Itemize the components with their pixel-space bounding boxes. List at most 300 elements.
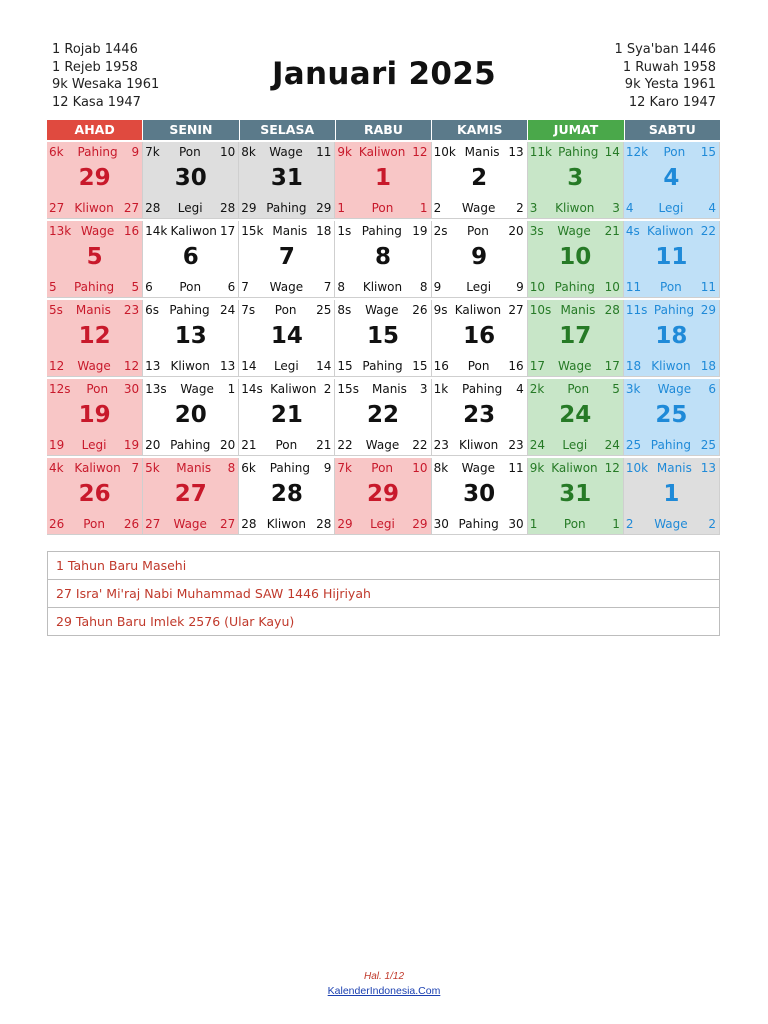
javanese-date-row-middle: Pon bbox=[563, 517, 586, 531]
javanese-date-row-middle: Pahing bbox=[362, 359, 403, 373]
lunar-date-row-right: 21 bbox=[604, 224, 620, 238]
calendar-day-cell[interactable] bbox=[239, 458, 335, 535]
weekday-header-jumat: JUMAT bbox=[528, 120, 624, 140]
javanese-date-row-right: 29 bbox=[316, 201, 332, 215]
javanese-date-row-left: 18 bbox=[625, 359, 642, 373]
lunar-date-row-right: 18 bbox=[316, 224, 332, 238]
javanese-date-row-right: 1 bbox=[612, 517, 620, 531]
javanese-date-row-left: 3 bbox=[529, 201, 538, 215]
javanese-date-row-right: 28 bbox=[316, 517, 332, 531]
javanese-date-row-left: 19 bbox=[49, 438, 65, 452]
lunar-date-row-right: 6 bbox=[708, 382, 716, 396]
lunar-date-row-middle: Pon bbox=[567, 382, 590, 396]
lunar-date-row-right: 5 bbox=[612, 382, 620, 396]
javanese-date-row-right: 27 bbox=[220, 517, 236, 531]
javanese-date-row-left: 29 bbox=[337, 517, 353, 531]
lunar-date-row-left: 10s bbox=[529, 303, 552, 317]
lunar-date-row-left: 1k bbox=[433, 382, 449, 396]
javanese-date-row-right: 24 bbox=[604, 438, 620, 452]
javanese-date-row bbox=[530, 359, 620, 373]
lunar-date-row-middle: Wage bbox=[657, 382, 692, 396]
lunar-date-row-middle: Manis bbox=[560, 303, 596, 317]
calendar-day-cell[interactable] bbox=[47, 221, 143, 298]
javanese-date-row-middle: Legi bbox=[466, 280, 492, 294]
lunar-date-row-middle: Pon bbox=[467, 224, 489, 238]
lunar-date-row bbox=[530, 461, 620, 475]
header-right-line: 1 Ruwah 1958 bbox=[622, 59, 716, 75]
lunar-date-row bbox=[337, 145, 427, 159]
lunar-date-row bbox=[241, 382, 331, 396]
lunar-date-row-left: 10k bbox=[433, 145, 456, 159]
javanese-date-row-middle: Legi bbox=[370, 517, 395, 531]
javanese-date-row bbox=[530, 517, 620, 531]
javanese-date-row bbox=[145, 438, 235, 452]
lunar-date-row-middle: Pon bbox=[371, 461, 394, 475]
javanese-date-row-middle: Legi bbox=[273, 359, 299, 373]
javanese-date-row-right: 12 bbox=[123, 359, 140, 373]
javanese-date-row-right: 18 bbox=[700, 359, 716, 373]
javanese-date-row-right: 25 bbox=[700, 438, 716, 452]
javanese-date-row-left: 10 bbox=[529, 280, 545, 294]
calendar-day-cell[interactable] bbox=[528, 142, 624, 219]
javanese-date-row-middle: Pahing bbox=[554, 280, 595, 294]
calendar-week-row bbox=[47, 377, 720, 456]
javanese-date-row-left: 14 bbox=[241, 359, 257, 373]
lunar-date-row-right: 11 bbox=[316, 145, 332, 159]
lunar-date-row-right: 10 bbox=[412, 461, 428, 475]
javanese-date-row bbox=[337, 517, 427, 531]
lunar-date-row-middle: Wage bbox=[80, 224, 115, 238]
holiday-item: 1 Tahun Baru Masehi bbox=[48, 552, 719, 580]
lunar-date-row-middle: Pahing bbox=[269, 461, 310, 475]
lunar-date-row-right: 24 bbox=[220, 303, 236, 317]
lunar-date-row-right: 4 bbox=[516, 382, 524, 396]
calendar-day-cell[interactable] bbox=[335, 221, 431, 298]
header-right-line: 12 Karo 1947 bbox=[628, 94, 716, 110]
holiday-list bbox=[47, 551, 720, 636]
calendar-day-cell[interactable] bbox=[239, 300, 335, 377]
javanese-date-row-right: 9 bbox=[516, 280, 524, 294]
lunar-date-row-right: 25 bbox=[316, 303, 332, 317]
weekday-header-ahad: AHAD bbox=[47, 120, 143, 140]
calendar-day-cell[interactable] bbox=[528, 458, 624, 535]
calendar-day-cell[interactable] bbox=[624, 458, 720, 535]
calendar-weeks bbox=[47, 140, 720, 535]
lunar-date-row-right: 10 bbox=[220, 145, 236, 159]
header-left-line: 9k Wesaka 1961 bbox=[52, 77, 160, 92]
javanese-date-row bbox=[241, 280, 331, 294]
lunar-date-row-right: 27 bbox=[508, 303, 524, 317]
javanese-date-row-middle: Wage bbox=[365, 438, 400, 452]
day-number: 29 bbox=[366, 481, 399, 507]
calendar-day-cell[interactable] bbox=[432, 300, 528, 377]
day-number: 14 bbox=[270, 323, 303, 349]
javanese-date-row bbox=[145, 359, 235, 373]
lunar-date-row bbox=[145, 303, 235, 317]
lunar-date-row-left: 2k bbox=[529, 382, 545, 396]
lunar-date-row bbox=[145, 224, 235, 238]
javanese-date-row bbox=[434, 438, 524, 452]
lunar-date-row bbox=[49, 145, 139, 159]
javanese-date-row-right: 4 bbox=[708, 201, 716, 215]
calendar-day-cell[interactable] bbox=[335, 300, 431, 377]
day-number: 9 bbox=[471, 244, 488, 270]
lunar-date-row-right: 29 bbox=[700, 303, 716, 317]
javanese-date-row bbox=[337, 201, 427, 215]
lunar-date-row bbox=[145, 382, 235, 396]
lunar-date-row bbox=[530, 303, 620, 317]
lunar-date-row-middle: Pahing bbox=[77, 145, 118, 159]
calendar-day-cell[interactable] bbox=[143, 221, 239, 298]
lunar-date-row-middle: Pon bbox=[178, 145, 201, 159]
javanese-date-row-left: 9 bbox=[433, 280, 442, 294]
day-number: 26 bbox=[78, 481, 111, 507]
javanese-date-row bbox=[241, 359, 331, 373]
calendar-day-cell[interactable] bbox=[143, 458, 239, 535]
javanese-date-row-middle: Legi bbox=[177, 201, 203, 215]
lunar-date-row-middle: Manis bbox=[656, 461, 692, 475]
calendar-day-cell[interactable] bbox=[432, 379, 528, 456]
lunar-date-row-middle: Pahing bbox=[462, 382, 503, 396]
calendar-day-cell[interactable] bbox=[47, 379, 143, 456]
calendar-day-cell[interactable] bbox=[528, 379, 624, 456]
javanese-date-row-left: 26 bbox=[49, 517, 65, 531]
weekday-header-row bbox=[47, 120, 720, 140]
javanese-date-row-right: 20 bbox=[220, 438, 236, 452]
lunar-date-row bbox=[145, 145, 235, 159]
lunar-date-row-left: 5s bbox=[49, 303, 63, 317]
lunar-date-row-middle: Pon bbox=[663, 145, 686, 159]
calendar-day-cell[interactable] bbox=[239, 379, 335, 456]
javanese-date-row-left: 28 bbox=[241, 517, 257, 531]
lunar-date-row bbox=[626, 461, 716, 475]
javanese-date-row bbox=[145, 280, 235, 294]
lunar-date-row-left: 8s bbox=[337, 303, 352, 317]
calendar-day-cell[interactable] bbox=[335, 379, 431, 456]
lunar-date-row bbox=[626, 303, 716, 317]
lunar-date-row-middle: Pon bbox=[274, 303, 297, 317]
javanese-date-row-right: 7 bbox=[323, 280, 332, 294]
lunar-date-row-right: 13 bbox=[700, 461, 716, 475]
javanese-date-row bbox=[49, 517, 139, 531]
calendar-day-cell[interactable] bbox=[432, 458, 528, 535]
lunar-date-row-left: 4k bbox=[49, 461, 64, 475]
lunar-date-row-left: 7k bbox=[145, 145, 160, 159]
javanese-date-row bbox=[49, 359, 139, 373]
lunar-date-row-left: 6s bbox=[145, 303, 160, 317]
javanese-date-row-right: 17 bbox=[604, 359, 620, 373]
javanese-date-row-left: 24 bbox=[529, 438, 545, 452]
lunar-date-row bbox=[337, 224, 427, 238]
day-number: 17 bbox=[559, 323, 592, 349]
javanese-date-row-right: 22 bbox=[412, 438, 428, 452]
weekday-header-rabu: RABU bbox=[336, 120, 432, 140]
day-number: 20 bbox=[174, 402, 207, 428]
javanese-date-row-middle: Wage bbox=[173, 517, 207, 531]
lunar-date-row-left: 1s bbox=[337, 224, 352, 238]
lunar-date-row-right: 16 bbox=[123, 224, 140, 238]
header-left-line: 12 Kasa 1947 bbox=[52, 94, 141, 110]
lunar-date-row bbox=[434, 224, 524, 238]
header-left-line: 1 Rejeb 1958 bbox=[52, 59, 138, 75]
javanese-date-row bbox=[626, 201, 716, 215]
day-number: 21 bbox=[270, 402, 303, 428]
javanese-date-row bbox=[434, 517, 524, 531]
lunar-date-row-middle: Wage bbox=[180, 382, 214, 396]
lunar-date-row-right: 26 bbox=[412, 303, 428, 317]
lunar-date-row-right: 20 bbox=[508, 224, 524, 238]
day-number: 31 bbox=[270, 165, 303, 191]
calendar-day-cell[interactable] bbox=[528, 300, 624, 377]
day-number: 25 bbox=[655, 402, 688, 428]
lunar-date-row-left: 14k bbox=[145, 224, 168, 238]
header-left-line: 1 Rojab 1446 bbox=[52, 42, 138, 57]
lunar-date-row-right: 12 bbox=[412, 145, 428, 159]
javanese-date-row-left: 17 bbox=[529, 359, 545, 373]
lunar-date-row-middle: Pahing bbox=[558, 145, 599, 159]
javanese-date-row-left: 16 bbox=[433, 359, 449, 373]
javanese-date-row-right: 2 bbox=[516, 201, 524, 215]
lunar-date-row bbox=[241, 461, 331, 475]
javanese-date-row-middle: Kliwon bbox=[458, 438, 499, 452]
day-number: 23 bbox=[463, 402, 496, 428]
lunar-date-row-left: 7s bbox=[241, 303, 256, 317]
lunar-date-row bbox=[530, 224, 620, 238]
javanese-date-row-middle: Wage bbox=[558, 359, 592, 373]
lunar-date-row-left: 10k bbox=[625, 461, 649, 475]
javanese-date-row bbox=[49, 201, 139, 215]
javanese-date-row-left: 20 bbox=[145, 438, 161, 452]
day-number: 24 bbox=[559, 402, 592, 428]
lunar-date-row-right: 9 bbox=[323, 461, 332, 475]
javanese-date-row-left: 11 bbox=[625, 280, 642, 294]
javanese-date-row-left: 25 bbox=[625, 438, 642, 452]
lunar-date-row-left: 5k bbox=[145, 461, 160, 475]
calendar-day-cell[interactable] bbox=[143, 379, 239, 456]
lunar-date-row-middle: Kaliwon bbox=[454, 303, 502, 317]
calendar-day-cell[interactable] bbox=[47, 142, 143, 219]
site-link[interactable]: KalenderIndonesia.Com bbox=[327, 985, 441, 997]
calendar-day-cell[interactable] bbox=[47, 458, 143, 535]
lunar-date-row bbox=[337, 382, 427, 396]
calendar-day-cell[interactable] bbox=[528, 221, 624, 298]
javanese-date-row-left: 27 bbox=[145, 517, 161, 531]
javanese-date-row bbox=[434, 359, 524, 373]
lunar-date-row bbox=[241, 303, 331, 317]
javanese-date-row-left: 5 bbox=[49, 280, 57, 294]
lunar-date-row-right: 8 bbox=[227, 461, 236, 475]
javanese-date-row-left: 2 bbox=[433, 201, 442, 215]
javanese-date-row-right: 28 bbox=[220, 201, 236, 215]
lunar-date-row-middle: Wage bbox=[269, 145, 303, 159]
calendar-day-cell[interactable] bbox=[624, 379, 720, 456]
lunar-date-row bbox=[434, 303, 524, 317]
lunar-date-row-right: 13 bbox=[508, 145, 524, 159]
day-number: 7 bbox=[278, 244, 295, 270]
javanese-date-row-right: 10 bbox=[604, 280, 620, 294]
javanese-date-row bbox=[530, 280, 620, 294]
day-number: 5 bbox=[86, 244, 103, 270]
lunar-date-row-middle: Kaliwon bbox=[646, 224, 694, 238]
calendar-day-cell[interactable] bbox=[624, 300, 720, 377]
lunar-date-row-middle: Manis bbox=[176, 461, 212, 475]
lunar-date-row-left: 11s bbox=[625, 303, 648, 317]
day-number: 31 bbox=[559, 481, 592, 507]
page-title: Januari 2025 bbox=[271, 56, 497, 92]
calendar-day-cell[interactable] bbox=[624, 142, 720, 219]
calendar-day-cell[interactable] bbox=[143, 142, 239, 219]
lunar-date-row-middle: Manis bbox=[464, 145, 500, 159]
javanese-date-row-right: 21 bbox=[316, 438, 332, 452]
lunar-date-row bbox=[49, 461, 139, 475]
lunar-date-row-right: 14 bbox=[604, 145, 620, 159]
lunar-date-row bbox=[49, 224, 139, 238]
javanese-date-row-left: 28 bbox=[145, 201, 161, 215]
javanese-date-row-left: 6 bbox=[145, 280, 153, 294]
javanese-date-row-middle: Kliwon bbox=[266, 517, 306, 531]
lunar-date-row-left: 6k bbox=[241, 461, 256, 475]
lunar-date-row-middle: Pahing bbox=[361, 224, 402, 238]
day-number: 22 bbox=[366, 402, 399, 428]
calendar-day-cell[interactable] bbox=[335, 458, 431, 535]
day-number: 18 bbox=[655, 323, 688, 349]
calendar-week-row bbox=[47, 298, 720, 377]
lunar-date-row bbox=[434, 145, 524, 159]
javanese-date-row bbox=[337, 359, 427, 373]
calendar-day-cell[interactable] bbox=[239, 221, 335, 298]
lunar-date-row-left: 11k bbox=[529, 145, 552, 159]
weekday-header-selasa: SELASA bbox=[240, 120, 336, 140]
calendar-day-cell[interactable] bbox=[624, 221, 720, 298]
lunar-date-row-left: 3s bbox=[529, 224, 544, 238]
javanese-date-row-left: 1 bbox=[529, 517, 538, 531]
lunar-date-row bbox=[337, 461, 427, 475]
javanese-date-row bbox=[337, 438, 427, 452]
javanese-date-row-left: 4 bbox=[625, 201, 634, 215]
calendar-week-row bbox=[47, 140, 720, 219]
day-number: 11 bbox=[655, 244, 688, 270]
calendar-day-cell[interactable] bbox=[239, 142, 335, 219]
calendar-week-row bbox=[47, 219, 720, 298]
javanese-date-row-left: 23 bbox=[433, 438, 449, 452]
javanese-date-row-left: 13 bbox=[145, 359, 161, 373]
calendar-day-cell[interactable] bbox=[432, 221, 528, 298]
javanese-date-row-left: 21 bbox=[241, 438, 257, 452]
day-number: 8 bbox=[374, 244, 391, 270]
lunar-date-row-middle: Manis bbox=[272, 224, 308, 238]
lunar-date-row-left: 6k bbox=[49, 145, 64, 159]
lunar-date-row bbox=[241, 224, 331, 238]
calendar-day-cell[interactable] bbox=[47, 300, 143, 377]
page-number: Hal. 1/12 bbox=[363, 971, 405, 982]
lunar-date-row-left: 3k bbox=[625, 382, 641, 396]
calendar-day-cell[interactable] bbox=[335, 142, 431, 219]
calendar-week-row bbox=[47, 456, 720, 535]
javanese-date-row-middle: Kliwon bbox=[362, 280, 403, 294]
javanese-date-row bbox=[530, 438, 620, 452]
javanese-date-row-right: 3 bbox=[612, 201, 620, 215]
javanese-date-row-right: 13 bbox=[220, 359, 236, 373]
day-number: 19 bbox=[78, 402, 111, 428]
lunar-date-row-right: 12 bbox=[604, 461, 620, 475]
lunar-date-row-middle: Manis bbox=[75, 303, 111, 317]
javanese-date-row bbox=[241, 517, 331, 531]
day-number: 29 bbox=[78, 165, 111, 191]
lunar-date-row bbox=[49, 382, 139, 396]
lunar-date-row-middle: Wage bbox=[557, 224, 591, 238]
javanese-date-row bbox=[241, 438, 331, 452]
lunar-date-row bbox=[241, 145, 331, 159]
lunar-date-row-left: 15k bbox=[241, 224, 264, 238]
lunar-date-row-left: 4s bbox=[625, 224, 640, 238]
lunar-date-row-middle: Wage bbox=[365, 303, 399, 317]
javanese-date-row-left: 2 bbox=[625, 517, 634, 531]
javanese-date-row-left: 1 bbox=[337, 201, 346, 215]
javanese-date-row-middle: Kliwon bbox=[170, 359, 210, 373]
javanese-date-row-right: 29 bbox=[412, 517, 428, 531]
javanese-date-row-middle: Wage bbox=[77, 359, 111, 373]
javanese-date-row bbox=[337, 280, 427, 294]
javanese-date-row bbox=[241, 201, 331, 215]
javanese-date-row-middle: Pon bbox=[467, 359, 490, 373]
lunar-date-row-middle: Kaliwon bbox=[74, 461, 121, 475]
header-right-line: 1 Sya'ban 1446 bbox=[614, 42, 716, 57]
javanese-date-row-left: 22 bbox=[337, 438, 353, 452]
javanese-date-row-right: 16 bbox=[508, 359, 524, 373]
lunar-date-row-middle: Pahing bbox=[169, 303, 210, 317]
javanese-date-row-middle: Kliwon bbox=[651, 359, 691, 373]
calendar-day-cell[interactable] bbox=[143, 300, 239, 377]
javanese-date-row-right: 15 bbox=[412, 359, 428, 373]
javanese-date-row-right: 30 bbox=[508, 517, 524, 531]
javanese-date-row-left: 30 bbox=[433, 517, 449, 531]
javanese-date-row-right: 5 bbox=[131, 280, 140, 294]
javanese-date-row-right: 11 bbox=[700, 280, 716, 294]
day-number: 12 bbox=[78, 323, 111, 349]
javanese-date-row-middle: Legi bbox=[81, 438, 107, 452]
day-number: 4 bbox=[663, 165, 680, 191]
day-number: 2 bbox=[471, 165, 488, 191]
javanese-date-row-middle: Pahing bbox=[650, 438, 692, 452]
lunar-date-row bbox=[530, 382, 620, 396]
lunar-date-row-left: 14s bbox=[241, 382, 263, 396]
lunar-date-row bbox=[626, 224, 716, 238]
lunar-date-row-right: 9 bbox=[131, 145, 140, 159]
javanese-date-row-left: 27 bbox=[49, 201, 65, 215]
lunar-date-row-right: 11 bbox=[508, 461, 524, 475]
javanese-date-row bbox=[626, 359, 716, 373]
day-number: 27 bbox=[174, 481, 207, 507]
lunar-date-row-left: 8k bbox=[241, 145, 256, 159]
calendar-day-cell[interactable] bbox=[432, 142, 528, 219]
javanese-date-row-right: 8 bbox=[419, 280, 428, 294]
calendar-grid bbox=[47, 120, 720, 535]
holiday-item: 27 Isra' Mi'raj Nabi Muhammad SAW 1446 Hijriyah bbox=[48, 580, 719, 608]
javanese-date-row bbox=[626, 280, 716, 294]
lunar-date-row-right: 7 bbox=[131, 461, 140, 475]
javanese-date-row-middle: Pon bbox=[660, 280, 682, 294]
javanese-date-row-left: 12 bbox=[49, 359, 65, 373]
header-right-dates bbox=[614, 41, 716, 111]
day-number: 28 bbox=[270, 481, 303, 507]
lunar-date-row-left: 7k bbox=[337, 461, 353, 475]
javanese-date-row-middle: Pahing bbox=[170, 438, 211, 452]
javanese-date-row bbox=[49, 438, 139, 452]
day-number: 30 bbox=[463, 481, 496, 507]
lunar-date-row-middle: Kaliwon bbox=[270, 382, 317, 396]
lunar-date-row-right: 28 bbox=[604, 303, 620, 317]
javanese-date-row bbox=[626, 517, 716, 531]
